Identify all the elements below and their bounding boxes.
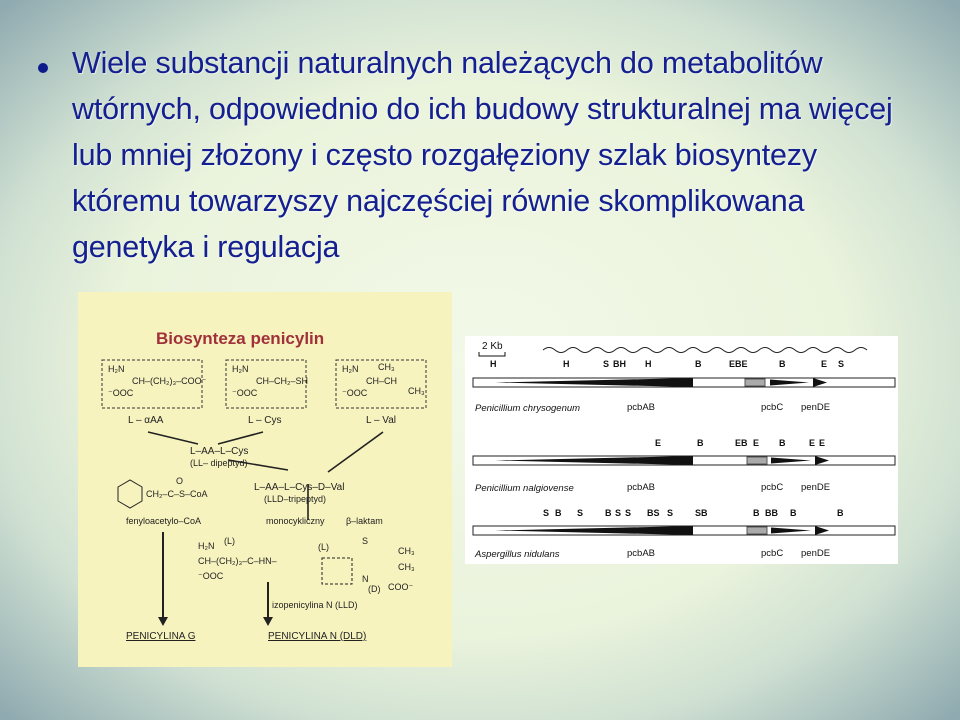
substrate-label-1: L – αAA [128,415,164,426]
product-penicillin-g: PENICYLINA G [126,631,196,642]
svg-text:H₂N: H₂N [342,364,359,374]
svg-text:H₂N: H₂N [232,364,249,374]
svg-text:S: S [615,508,622,518]
svg-text:EB: EB [735,438,748,448]
figure-title: Biosynteza penicylin [156,329,325,348]
organism-name-2: Penicillium nalgiovense [475,483,574,494]
svg-text:O: O [176,476,184,486]
svg-text:CH₃: CH₃ [408,386,425,396]
svg-text:E: E [819,438,826,448]
svg-text:B: B [555,508,562,518]
bullet-text: Wiele substancji naturalnych należących do metabolitów wtórnych, odpowiednio do ich budowy strukturalnej ma więcej lub mniej złożony i często rozgałęziony szlak biosyntezy któremu towarzyszy najczęściej równie skomplikowana genetyka i regulacja [72,46,893,264]
svg-text:BB: BB [765,508,778,518]
svg-text:CH₃: CH₃ [378,362,395,372]
svg-text:S: S [577,508,584,518]
tripeptide-label: L–AA–L–Cys–D–Val [254,482,345,493]
substrate-label-2: L – Cys [248,415,282,426]
svg-text:⁻OOC: ⁻OOC [232,388,258,398]
svg-text:(L): (L) [224,536,235,546]
svg-text:⁻OOC: ⁻OOC [198,571,224,581]
svg-text:CH–(CH₂)₃–C–HN–: CH–(CH₂)₃–C–HN– [198,556,277,566]
svg-text:penDE: penDE [801,548,831,559]
svg-text:(D): (D) [368,584,381,594]
svg-text:B: B [837,508,844,518]
side-chain-label: fenyloacetylo–CoA [126,516,202,526]
svg-text:SB: SB [695,508,708,518]
svg-text:BS: BS [647,508,660,518]
penicillin-biosynthesis-figure [78,292,452,667]
svg-text:⁻OOC: ⁻OOC [108,388,134,398]
gene-map-row-2 [473,438,895,494]
substrate-label-3: L – Val [366,415,397,426]
bond-label-right: β–laktam [346,516,383,526]
dipeptide-label: L–AA–L–Cys [190,446,249,457]
svg-text:B: B [779,359,786,369]
product-penicillin-n: PENICYLINA N (DLD) [268,631,367,642]
svg-text:pcbC: pcbC [761,402,784,413]
svg-text:CH–CH: CH–CH [366,376,398,386]
svg-text:H: H [490,359,497,369]
svg-text:pcbC: pcbC [761,482,784,493]
svg-text:pcbAB: pcbAB [627,402,655,413]
svg-text:E: E [809,438,816,448]
svg-text:(L): (L) [318,542,329,552]
svg-text:B: B [753,508,760,518]
svg-text:E: E [655,438,662,448]
svg-text:S: S [362,536,369,546]
gene-cluster-figure [465,336,898,564]
svg-text:H₂N: H₂N [198,541,215,551]
svg-text:penDE: penDE [801,482,831,493]
bullet-point-icon [38,63,48,73]
svg-text:B: B [790,508,797,518]
svg-text:H: H [645,359,652,369]
svg-text:CH₃: CH₃ [398,562,415,572]
svg-text:S: S [543,508,550,518]
svg-text:E: E [821,359,828,369]
svg-text:BH: BH [613,359,626,369]
tripeptide-note: (LLD–tripeptyd) [264,494,327,504]
svg-text:N: N [362,574,369,584]
svg-text:pcbAB: pcbAB [627,548,655,559]
gene-map-row-3 [473,508,895,560]
dipeptide-note: (LL– dipeptyd) [190,458,248,468]
scale-label: 2 Kb [482,341,503,352]
svg-text:B: B [697,438,704,448]
gene-map-row-1 [473,359,895,414]
organism-name-3: Aspergillus nidulans [475,549,560,560]
bond-label-left: monocykliczny [266,516,325,526]
svg-text:B: B [695,359,702,369]
svg-text:E: E [753,438,760,448]
svg-text:CH₂–C–S–CoA: CH₂–C–S–CoA [146,489,208,499]
svg-text:COO⁻: COO⁻ [388,582,414,592]
svg-text:S: S [625,508,632,518]
svg-text:CH–CH₂–SH: CH–CH₂–SH [256,376,309,386]
svg-text:⁻OOC: ⁻OOC [342,388,368,398]
svg-text:H: H [563,359,570,369]
svg-text:H₂N: H₂N [108,364,125,374]
svg-text:penDE: penDE [801,402,831,413]
bullet-list [30,40,910,270]
svg-text:B: B [605,508,612,518]
svg-text:S: S [603,359,610,369]
svg-text:CH–(CH₂)₃–COO⁻: CH–(CH₂)₃–COO⁻ [132,376,207,386]
svg-text:pcbAB: pcbAB [627,482,655,493]
svg-text:pcbC: pcbC [761,548,784,559]
organism-name-1: Penicillium chrysogenum [475,403,581,414]
isopenicillin-label: izopenicylina N (LLD) [272,600,358,610]
svg-text:S: S [667,508,674,518]
svg-text:S: S [838,359,845,369]
svg-text:B: B [779,438,786,448]
svg-text:EBE: EBE [729,359,748,369]
svg-text:CH₃: CH₃ [398,546,415,556]
